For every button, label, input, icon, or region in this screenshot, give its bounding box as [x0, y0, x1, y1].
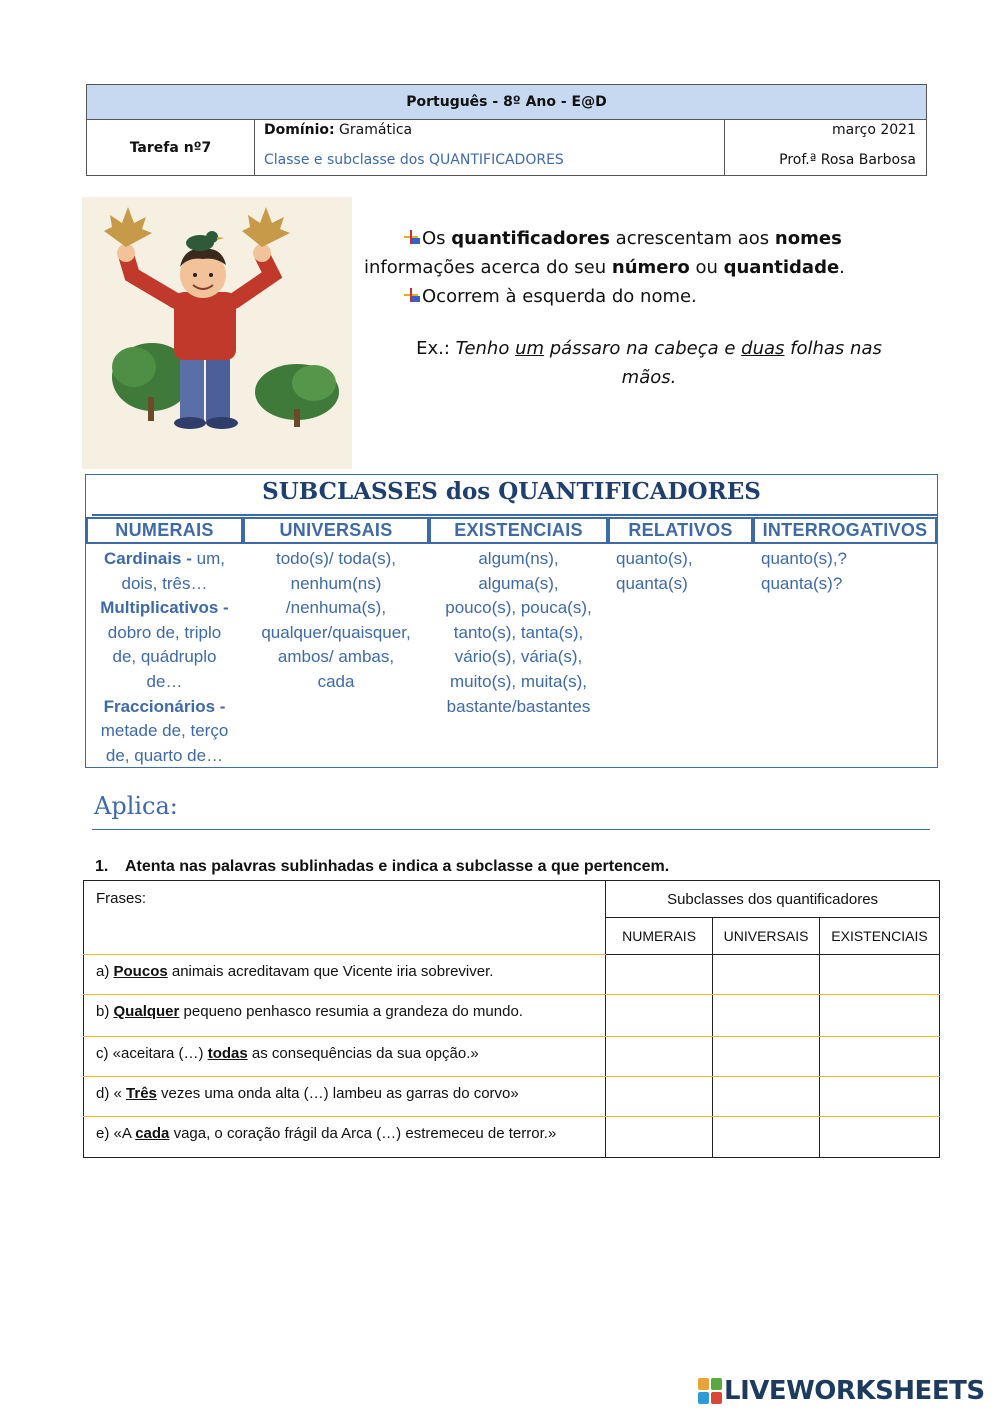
example-underlined-2: duas — [741, 338, 785, 359]
col-existenciais — [429, 517, 608, 767]
header-interrogativos: INTERROGATIVOS — [753, 517, 937, 544]
underlined-word: cada — [135, 1125, 170, 1142]
cardinais-label: Cardinais - — [104, 549, 192, 568]
universais-item: cada — [317, 671, 355, 691]
answer-cell-existenciais[interactable] — [820, 1077, 940, 1117]
universais-item: ambos/ ambas, — [277, 647, 395, 667]
phrase-suffix: as consequências da sua opção.» — [247, 1045, 479, 1062]
phrase-suffix: vaga, o coração frágil da Arca (…) estremeceu de terror.» — [169, 1125, 557, 1142]
task-number: Tarefa nº7 — [87, 120, 255, 176]
existenciais-item: bastante/bastantes — [446, 696, 591, 716]
phrase-prefix: c) «aceitara (…) — [96, 1045, 208, 1062]
intro-line3: Ocorrem à esquerda do nome. — [422, 286, 697, 307]
intro-line2-c: ou — [689, 257, 724, 278]
answer-cell-existenciais[interactable] — [820, 995, 940, 1037]
intro-line2-e: . — [839, 257, 845, 278]
liveworksheets-wordmark: LIVEWORKSHEETS — [724, 1376, 985, 1406]
answer-cell-numerais[interactable] — [606, 955, 713, 995]
subclasses-group-header: Subclasses dos quantificadores — [606, 881, 940, 918]
universais-item: qualquer/quaisquer, — [261, 622, 411, 642]
phrase-b — [84, 995, 606, 1037]
header-table — [86, 84, 927, 176]
answer-cell-universais[interactable] — [713, 955, 820, 995]
intro-line2-b: número — [611, 257, 690, 278]
domain-value: Gramática — [334, 122, 413, 138]
header-numerais: NUMERAIS — [86, 517, 243, 544]
answer-cell-universais[interactable] — [713, 1077, 820, 1117]
question-text: Atenta nas palavras sublinhadas e indica a subclasse a que pertencem. — [125, 858, 670, 875]
underlined-word: Três — [126, 1085, 157, 1102]
header-universais: UNIVERSAIS — [243, 517, 429, 544]
universais-item: nenhum(ns) — [290, 573, 382, 593]
answer-cell-existenciais[interactable] — [820, 1037, 940, 1077]
intro-line2-a: informações acerca do seu — [364, 257, 612, 278]
interrogativos-item: quanto(s),? — [761, 549, 847, 568]
phrase-prefix: b) — [96, 1003, 114, 1020]
answer-cell-numerais[interactable] — [606, 1077, 713, 1117]
answer-cell-numerais[interactable] — [606, 995, 713, 1037]
intro-line1-a: Os — [422, 228, 452, 249]
col-header-existenciais: EXISTENCIAIS — [820, 918, 940, 955]
table-row — [84, 995, 940, 1037]
answer-cell-universais[interactable] — [713, 1117, 820, 1158]
table-row — [84, 1117, 940, 1158]
cardinais-text-1: um, — [191, 549, 225, 568]
bullet-icon — [402, 284, 422, 302]
phrase-suffix: vezes uma onda alta (…) lambeu as garras do corvo» — [156, 1085, 519, 1102]
col-interrogativos — [753, 517, 937, 767]
subclasses-title: SUBCLASSES dos QUANTIFICADORES — [262, 478, 761, 505]
topic: Classe e subclasse dos QUANTIFICADORES — [264, 152, 564, 168]
example-underlined-1: um — [515, 338, 545, 359]
phrase-c — [84, 1037, 606, 1077]
aplica-heading: Aplica: — [94, 792, 178, 820]
bullet-icon — [402, 226, 422, 244]
exercise-table — [83, 880, 940, 1158]
example-prefix: Ex.: — [416, 338, 456, 359]
phrase-prefix: a) — [96, 963, 114, 980]
subclasses-box — [85, 474, 938, 768]
answer-cell-numerais[interactable] — [606, 1117, 713, 1158]
teacher: Prof.ª Rosa Barbosa — [779, 152, 916, 168]
underlined-word: todas — [207, 1045, 248, 1062]
table-row — [84, 955, 940, 995]
cardinais-text-2: dois, três… — [121, 573, 208, 593]
phrase-e — [84, 1117, 606, 1158]
phrase-suffix: pequeno penhasco resumia a grandeza do mundo. — [179, 1003, 523, 1020]
fraccionarios-text-2: de, quarto de… — [105, 745, 224, 765]
universais-item: /nenhuma(s), — [285, 598, 387, 618]
intro-line2-d: quantidade — [723, 257, 840, 278]
existenciais-item: pouco(s), pouca(s), — [445, 598, 592, 618]
answer-cell-numerais[interactable] — [606, 1037, 713, 1077]
header-existenciais: EXISTENCIAIS — [429, 517, 608, 544]
col-universais — [243, 517, 429, 767]
fraccionarios-label: Fraccionários - — [103, 696, 226, 716]
intro-line1-c: acrescentam aos — [609, 228, 775, 249]
liveworksheets-icon — [698, 1378, 722, 1404]
phrase-d — [84, 1077, 606, 1117]
relativos-item: quanta(s) — [616, 573, 688, 593]
example-b: pássaro na cabeça e — [544, 338, 742, 359]
multiplicativos-text-3: de… — [146, 671, 183, 691]
phrase-prefix: e) «A — [96, 1125, 136, 1142]
phrase-prefix: d) « — [96, 1085, 127, 1102]
example-a: Tenho — [455, 338, 516, 359]
date: março 2021 — [831, 122, 916, 138]
col-header-numerais: NUMERAIS — [606, 918, 713, 955]
fraccionarios-text-1: metade de, terço — [100, 721, 229, 741]
boy-illustration — [82, 197, 352, 469]
underlined-word: Poucos — [113, 963, 168, 980]
intro-line1-b: quantificadores — [451, 228, 610, 249]
question-1 — [95, 858, 669, 876]
table-row — [84, 1037, 940, 1077]
existenciais-item: muito(s), muita(s), — [450, 671, 587, 691]
example-sentence — [364, 334, 924, 392]
existenciais-item: algum(ns), — [478, 549, 559, 568]
col-relativos — [608, 517, 753, 767]
multiplicativos-label: Multiplicativos - — [100, 598, 229, 618]
answer-cell-existenciais[interactable] — [820, 1117, 940, 1158]
example-d: mãos. — [621, 367, 677, 388]
header-relativos: RELATIVOS — [608, 517, 753, 544]
answer-cell-universais[interactable] — [713, 1037, 820, 1077]
example-c: folhas nas — [784, 338, 882, 359]
interrogativos-item: quanta(s)? — [761, 573, 843, 593]
intro-line1-d: nomes — [774, 228, 842, 249]
existenciais-item: tanto(s), tanta(s), — [453, 622, 584, 642]
answer-cell-existenciais[interactable] — [820, 955, 940, 995]
phrase-suffix: animais acreditavam que Vicente iria sobreviver. — [167, 963, 494, 980]
table-row — [84, 1077, 940, 1117]
existenciais-item: alguma(s), — [478, 573, 559, 593]
answer-cell-universais[interactable] — [713, 995, 820, 1037]
phrases-header: Frases: — [84, 881, 606, 955]
col-header-universais: UNIVERSAIS — [713, 918, 820, 955]
question-number: 1. — [95, 858, 109, 875]
col-numerais — [86, 517, 243, 767]
universais-item: todo(s)/ toda(s), — [276, 549, 396, 568]
liveworksheets-logo — [698, 1376, 985, 1406]
phrase-a — [84, 955, 606, 995]
multiplicativos-text-2: de, quádruplo — [112, 647, 217, 667]
underlined-word: Qualquer — [113, 1003, 180, 1020]
domain-label: Domínio: — [264, 122, 335, 138]
header-title: Português - 8º Ano - E@D — [87, 85, 926, 120]
existenciais-item: vário(s), vária(s), — [454, 647, 583, 667]
relativos-item: quanto(s), — [616, 549, 693, 568]
multiplicativos-text-1: dobro de, triplo — [107, 622, 222, 642]
intro-text — [364, 224, 924, 392]
